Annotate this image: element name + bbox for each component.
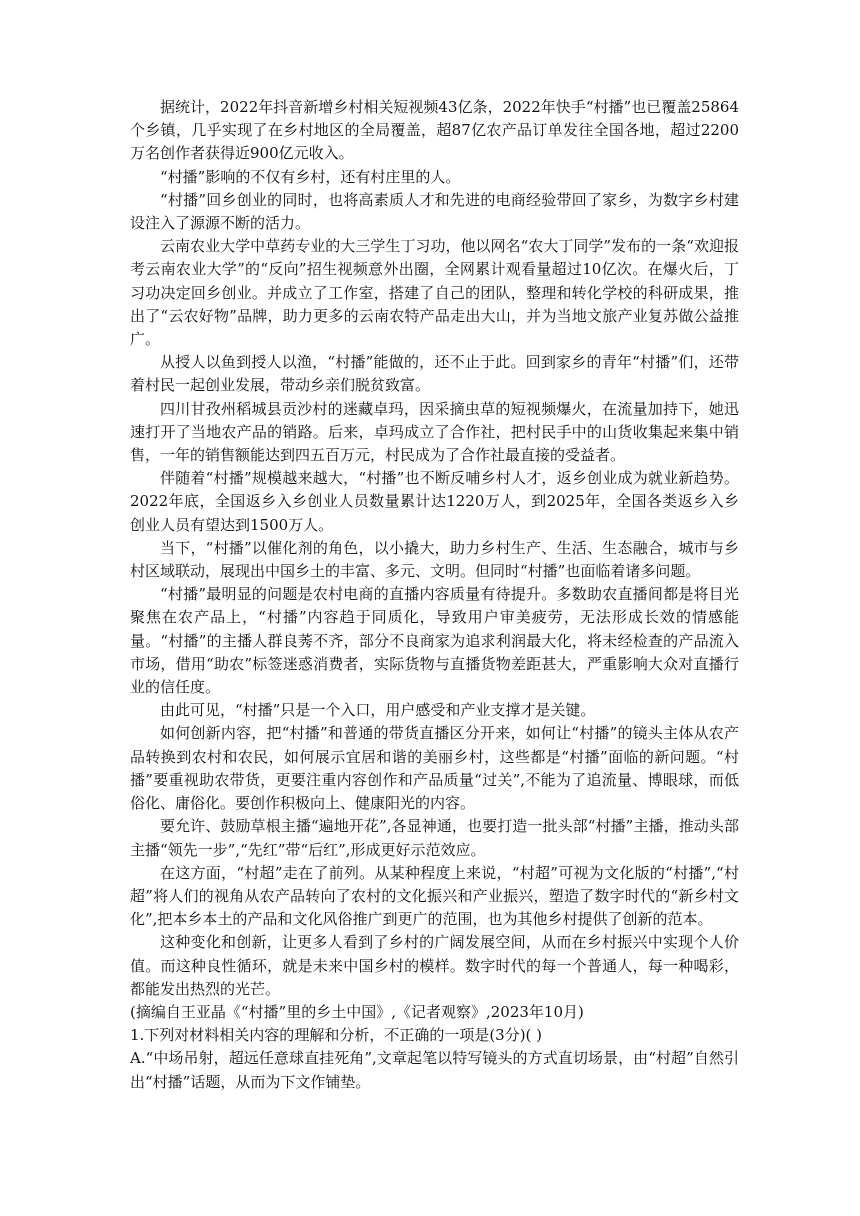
- question-option-a: A.“中场吊射，超远任意球直挂死角”,文章起笔以特写镜头的方式直切场景，由“村超”自然引出“村播”话题，从而为下文作铺垫。: [130, 1049, 739, 1091]
- article-body: [130, 96, 739, 1001]
- question-stem: 1.下列对材料相关内容的理解和分析，不正确的一项是(3分)( ): [130, 1026, 543, 1045]
- article-source-citation: (摘编自王亚晶《“村播”里的乡土中国》,《记者观察》,2023年10月): [130, 1002, 584, 1021]
- paragraph-scale-growth: 伴随着“村播”规模越来越大，“村播”也不断反哺乡村人才，返乡创业成为就业新趋势。2022年底，全国返乡入乡创业人员数量累计达1220万人，到2025年，全国各类返乡入乡创业人员有望达到1500万人。: [130, 469, 739, 534]
- paragraph-yunnan-student: 云南农业大学中草药专业的大三学生丁习功，他以网名“农大丁同学”发布的一条“欢迎报考云南农业大学”的“反向”招生视频意外出圈，全网累计观看量超过10亿次。在爆火后，丁习功决定回乡创业。并成立了工作室，搭建了自己的团队，整理和转化学校的科研成果，推出了“云农好物”品牌，助力更多的云南农特产品走出大山，并为当地文旅产业复苏做公益推广。: [130, 237, 739, 349]
- paragraph-teach-fishing: 从授人以鱼到授人以渔，“村播”能做的，还不止于此。回到家乡的青年“村播”们，还带着村民一起创业发展，带动乡亲们脱贫致富。: [130, 353, 739, 395]
- paragraph-grassroots-anchors: 要允许、鼓励草根主播“遍地开花”,各显神通，也要打造一批头部“村播”主播，推动头部主播“领先一步”,“先红”带“后红”,形成更好示范效应。: [130, 817, 739, 859]
- paragraph-content-innovation: 如何创新内容，把“村播”和普通的带货直播区分开来，如何让“村播”的镜头主体从农产品转换到农村和农民，如何展示宜居和谐的美丽乡村，这些都是“村播”面临的新问题。“村播”要重视助农带货，更要注重内容创作和产品质量“过关”,不能为了追流量、博眼球，而低俗化、庸俗化。要创作积极向上、健康阳光的内容。: [130, 724, 739, 813]
- paragraph-impact: “村播”影响的不仅有乡村，还有村庄里的人。: [160, 167, 461, 186]
- paragraph-village-super-league: 在这方面，“村超”走在了前列。从某种程度上来说，“村超”可视为文化版的“村播”,“村超”将人们的视角从农产品转向了农村的文化振兴和产业振兴，塑造了数字时代的“新乡村文化”,把本乡本土的产品和文化风俗推广到更广的范围，也为其他乡村提供了创新的范本。: [130, 863, 739, 929]
- paragraph-sichuan-zhuoma: 四川甘孜州稻城县贡沙村的迷藏卓玛，因采摘虫草的短视频爆火，在流量加持下，她迅速打开了当地农产品的销路。后来，卓玛成立了合作社，把村民手中的山货收集起来集中销售，一年的销售额能达到四五百万元，村民成为了合作社最直接的受益者。: [130, 399, 739, 465]
- paragraph-quality-problem: “村播”最明显的问题是农村电商的直播内容质量有待提升。多数助农直播间都是将目光聚焦在农产品上，“村播”内容趋于同质化，导致用户审美疲劳，无法形成长效的情感能量。“村播”的主播人群良莠不齐，部分不良商家为追求利润最大化，将未经检查的产品流入市场，借用“助农”标签迷惑消费者，实际货物与直播货物差距甚大，严重影响大众对直播行业的信任度。: [130, 585, 739, 697]
- paragraph-catalyst: 当下，“村播”以催化剂的角色，以小撬大，助力乡村生产、生活、生态融合，城市与乡村区域联动，展现出中国乡土的丰富、多元、文明。但同时“村播”也面临着诸多问题。: [130, 538, 739, 581]
- paragraph-conclusion: 这种变化和创新，让更多人看到了乡村的广阔发展空间，从而在乡村振兴中实现个人价值。而这种良性循环，就是未来中国乡村的模样。数字时代的每一个普通人，每一种喝彩，都能发出热烈的光芒。: [130, 933, 739, 998]
- paragraph-entry-point: 由此可见，“村播”只是一个入口，用户感受和产业支撑才是关键。: [160, 701, 596, 720]
- paragraph-talent-return: “村播”回乡创业的同时，也将高素质人才和先进的电商经验带回了家乡，为数字乡村建设注入了源源不断的活力。: [130, 190, 739, 233]
- paragraph-statistics: 据统计，2022年抖音新增乡村相关短视频43亿条，2022年快手“村播”也已覆盖25864个乡镇，几乎实现了在乡村地区的全局覆盖，超87亿农产品订单发往全国各地，超过2200万名创作者获得近900亿元收入。: [130, 98, 739, 163]
